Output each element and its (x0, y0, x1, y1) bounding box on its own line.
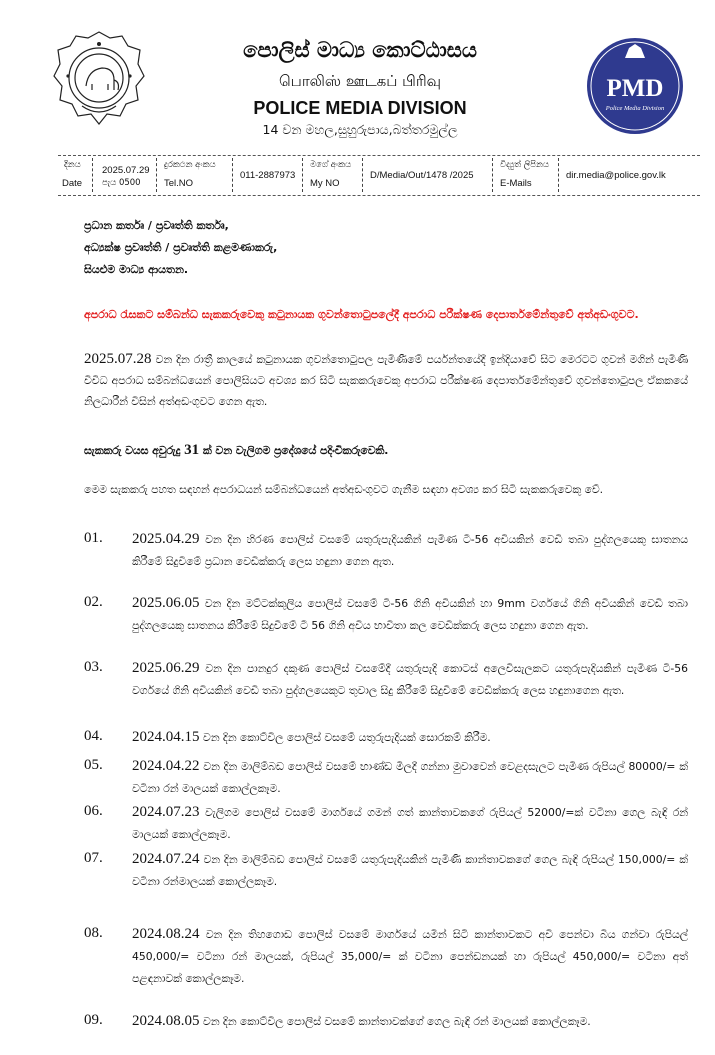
item-text: වන දින මට්ටක්කුලිය පොලිස් වසමේ ටී-56 ගිනි අවියකින් හා 9mm වර්ගයේ ගිනි අවියකින් වෙඩි තබා පුද්ගලයෙකු ඝාතනය කිරීමේ සිදුවීමේ ටී 56 ගිනි අවිය භාවිතා කල වෙඩික්කරු ලෙස හඳුනා ගෙන ඇත. (132, 597, 688, 632)
item-date: 2024.08.05 (132, 1013, 200, 1029)
email-label-en: E-Mails (500, 178, 532, 189)
subject-heading: අපරාධ රැසකට සම්බන්ධ සැකකරුවෙකු කටුනායක ගුවන්තොටුපලේදී අපරාධ පරීක්ෂණ දෙපාර්තමේන්තුවේ අත්අඩංගුවට. (84, 308, 639, 321)
item-text: වැලිගම පොලිස් වසමේ මාර්ගයේ ගමන් ගත් කාන්තාවකගේ රුපියල් 52000/=ක් වටිනා ගෙල බැඳි රන් මාලයක් කොල්ලකෑම. (132, 806, 688, 841)
item-text: වන දින මාලිම්බඩ පොලිස් වසමේ භාණ්ඩ මිලදී ගන්නා මුවාවෙන් වෙළදසැලට පැමිණ රුපියල් 80000/= ක් වටිනා රන් මාලයක් කොල්ලකෑම. (132, 760, 688, 795)
crime-list-item (132, 726, 688, 749)
ref-divider (362, 158, 363, 192)
item-date: 2025.06.29 (132, 660, 200, 676)
ref-divider (232, 158, 233, 192)
arrest-date: 2025.07.28 (84, 351, 152, 367)
item-number: 07. (84, 850, 103, 866)
crime-list-item (132, 657, 688, 702)
date-value: 2025.07.29 (102, 165, 150, 176)
paragraph-suspect-age (84, 440, 688, 461)
item-text: වන දින හිරණ පොලිස් වසමේ යතුරුපැදියකින් පැමිණ ටී-56 අවියකින් වෙඩි තබා පුද්ගලයෙකු ඝාතනය කිරීමේ සිදුවීමේ ප්‍රධාන වෙඩික්කරු ලෙස හඳුනා ගෙන ඇත. (132, 533, 688, 568)
header-title-sinhala: පොලිස් මාධ්‍ය කොට්ඨාසය (243, 38, 477, 62)
my-no-label-en: My NO (310, 178, 340, 189)
time-value: පැය 0500 (102, 178, 141, 188)
ref-divider (302, 158, 303, 192)
item-date: 2025.06.05 (132, 595, 200, 611)
tel-label-en: Tel.NO (164, 178, 194, 189)
item-date: 2024.04.22 (132, 758, 200, 774)
ref-divider (558, 158, 559, 192)
pmd-logo-subtext: Police Media Division (605, 105, 665, 112)
ref-divider (92, 158, 93, 192)
reference-bottom-border (58, 195, 700, 196)
crime-list-item (132, 755, 688, 800)
paragraph-wanted-for: මෙම සැකකරු පහත සඳහන් අපරාධයන් සම්බන්ධයෙන් අත්අඩංගුවට ගැනීම සඳහා අවශ්‍ය කර සිටි සැකකරුවෙකු වේ. (84, 483, 604, 496)
item-number: 06. (84, 803, 103, 819)
item-date: 2025.04.29 (132, 531, 200, 547)
email-label-si: විද්‍යුත් ලිපිනය (500, 160, 549, 170)
ref-divider (492, 158, 493, 192)
pmd-logo-text: PMD (606, 75, 664, 102)
email-value[interactable]: dir.media@police.gov.lk (566, 170, 666, 181)
item-text: වන දින මාලිම්බඩ පොලිස් වසමේ යතුරුපැදියකින් පැමිණි කාන්තාවකගේ ගෙල බැඳි රුපියල් 150,000/= ක් වටිනා රන්මාලයක් කොල්ලකෑම. (132, 853, 688, 888)
item-date: 2024.07.24 (132, 851, 200, 867)
header-title-tamil: பொலிஸ் ஊடகப் பிரிவு (278, 72, 441, 90)
item-number: 05. (84, 757, 103, 773)
ref-divider (156, 158, 157, 192)
paragraph-text: ක් වන වැලිගම ප්‍රදේශයේ පදිංචිකරුවෙකි. (199, 444, 389, 457)
crime-list-item (132, 592, 688, 637)
tel-value: 011-2887973 (240, 170, 296, 181)
header-title-english: POLICE MEDIA DIVISION (253, 98, 467, 118)
item-date: 2024.08.24 (132, 926, 200, 942)
paragraph-text: සැකකරු වයස අවුරුදු (84, 444, 185, 457)
item-text: වන දින තිහගොඩ පොලිස් වසමේ මාර්ගයේ යමින් සිටි කාන්තාවකට අවි පෙන්වා බිය ගන්වා රුපියල් 450,000/= වටිනා රන් මාලයක්, රුපියල් 35,000/= ක් වටිනා පෙන්ඩනයක් හා රුපියල් 450,000/= වටිනා අත් පළඳනාවක් කොල්ලකෑම. (132, 928, 688, 985)
item-number: 04. (84, 728, 103, 744)
item-text: වන දින පානදුර දකුණ පොලිස් වසමේදී යතුරුපැදි කොටස් අලෙවිසැලකට යතුරුපැදියකින් පැමිණ ටී-56 වර්ගයේ ගිනි අවියකින් වෙඩි තබා පුද්ගලයෙකුට තුවාල සිදු කිරීමේ සිදුවීමේ වෙඩික්කරු ලෙස හඳුනාගෙන ඇත. (132, 662, 688, 697)
item-date: 2024.07.23 (132, 804, 200, 820)
item-date: 2024.04.15 (132, 729, 200, 745)
suspect-age: 31 (184, 442, 200, 458)
reference-row (58, 156, 698, 194)
crime-list-item (132, 923, 688, 990)
pmd-logo-icon (583, 36, 687, 136)
item-number: 02. (84, 594, 103, 610)
crime-list-item (132, 848, 688, 893)
tel-label-si: දුරකථන අංකය (164, 160, 216, 170)
item-number: 09. (84, 1012, 103, 1028)
my-no-value: D/Media/Out/1478 /2025 (370, 170, 474, 181)
addressee-line: සියළුම මාධ්‍ය ආයතන. (84, 263, 189, 276)
police-emblem-icon (52, 28, 146, 132)
header-address: 14 වන මහල,සුහුරුපාය,බත්තරමුල්ල (262, 122, 458, 137)
date-label-en: Date (62, 178, 83, 189)
paragraph-arrest-details (84, 349, 688, 412)
item-number: 03. (84, 659, 103, 675)
date-label-si: දිනය (64, 160, 81, 170)
addressee-line: අධ්‍යක්ෂ ප්‍රවෘත්ති / ප්‍රවෘත්ති කළමණාකරු, (84, 241, 278, 254)
item-text: වන දින කොට්විල පොලිස් වසමේ යතුරුපැදියක් සොරකම් කිරීම. (199, 731, 491, 744)
paragraph-text: වන දින රාත්‍රී කාලයේ කටුනායක ගුවන්තොටුපල පැමිණීමේ පර්යන්තයේදී ඉන්දියාවේ සිට මෙරටට ගුවන් මගින් පැමිණි විවිධ අපරාධ සම්බන්ධයෙන් පොලිසියට අවශ්‍ය කර සිටි සැකකරුවෙකු අපරාධ පරීක්ෂණ දෙපාර්තමේන්තුවේ ගුවන්තොටුපල ඒකකයේ නිලධාරීන් විසින් අත්අඩංගුවට ගෙන ඇත. (84, 353, 688, 408)
addressee-line: ප්‍රධාන කර්තෘ / ප්‍රවෘත්ති කර්තෘ, (84, 219, 229, 232)
crime-list-item (132, 801, 688, 846)
item-number: 01. (84, 530, 103, 546)
crime-list-item (132, 1010, 688, 1033)
item-text: වන දින කොට්විල පොලිස් වසමේ කාන්තාවක්ගේ ගෙල බැඳි රන් මාලයක් කොල්ලකෑම. (199, 1015, 591, 1028)
my-no-label-si: මගේ අංකය (310, 160, 352, 170)
crime-list-item (132, 528, 688, 573)
item-number: 08. (84, 925, 103, 941)
